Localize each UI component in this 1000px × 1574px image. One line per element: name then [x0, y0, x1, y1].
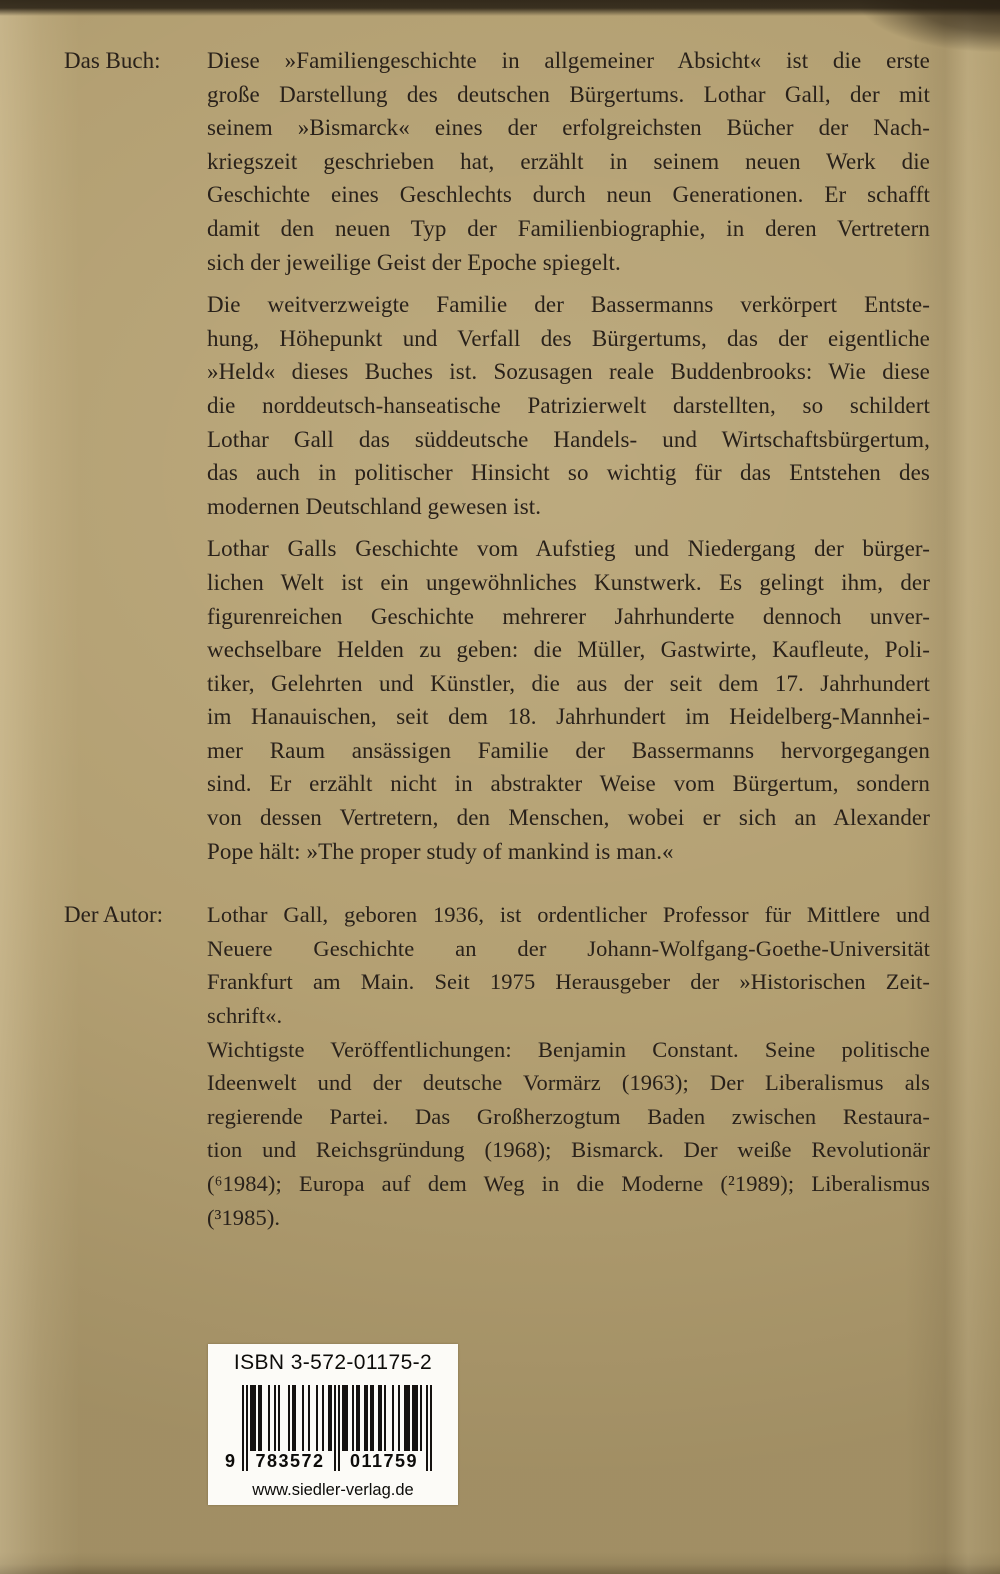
text-line: tiker, Gelehrten und Künstler, die aus der seit dem 17. Jahrhundert — [207, 670, 930, 696]
ean-digits-group1: 783572 — [255, 1451, 325, 1471]
barcode-bar — [268, 1385, 270, 1451]
barcode-bar — [408, 1385, 410, 1451]
text-line: sich der jeweilige Geist der Epoche spiegelt. — [207, 249, 621, 275]
barcode-bar — [274, 1385, 276, 1451]
barcode-bar — [416, 1385, 418, 1451]
barcode-bar — [278, 1385, 280, 1451]
barcode-bar — [246, 1385, 248, 1471]
section-label-der-autor: Der Autor: — [64, 902, 164, 928]
ean-digits-group2: 011759 — [349, 1451, 419, 1471]
text-line: seinem »Bismarck« eines der erfolgreichsten Bücher der Nach- — [207, 115, 930, 141]
isbn-barcode-label — [208, 1344, 458, 1505]
barcode-bar — [254, 1385, 256, 1451]
text-line: sind. Er erzählt nicht in abstrakter Weise vom Bürgertum, sondern — [207, 771, 930, 797]
text-line: mer Raum ansässigen Familie der Bassermanns hervorgegangen — [207, 737, 930, 763]
barcode-bar — [398, 1385, 400, 1451]
text-line: große Darstellung des deutschen Bürgertums. Lothar Gall, der mit — [207, 81, 930, 107]
paragraph — [207, 288, 930, 523]
text-line: von dessen Vertretern, den Menschen, wobei er sich an Alexander — [207, 805, 930, 831]
text-line: Die weitverzweigte Familie der Bassermanns verkörpert Entste- — [207, 292, 930, 318]
text-line: Wichtigste Veröffentlichungen: Benjamin Constant. Seine politische — [207, 1036, 930, 1062]
section-content-der-autor — [207, 898, 930, 1234]
text-line: Lothar Gall das süddeutsche Handels- und Wirtschaftsbürgertum, — [207, 426, 930, 452]
barcode-bar — [372, 1385, 374, 1451]
text-line: Lothar Galls Geschichte vom Aufstieg und Niedergang der bürger- — [207, 536, 930, 562]
paragraph — [207, 1033, 930, 1235]
text-line: Geschichte eines Geschlechts durch neun Generationen. Er schafft — [207, 182, 930, 208]
text-line: Pope hält: »The proper study of mankind is man.« — [207, 838, 674, 864]
text-line: das auch in politischer Hinsicht so wichtig für das Entstehen des — [207, 460, 930, 486]
barcode-bar — [308, 1385, 310, 1451]
barcode-bar — [380, 1385, 382, 1451]
paragraph — [207, 898, 930, 1032]
text-line: hung, Höhepunkt und Verfall des Bürgertums, das der eigentliche — [207, 325, 930, 351]
barcode-bar — [316, 1385, 318, 1451]
text-line: kriegszeit geschrieben hat, erzählt in seinem neuen Werk die — [207, 148, 930, 174]
section-label-das-buch: Das Buch: — [64, 48, 161, 73]
text-line: Neuere Geschichte an der Johann-Wolfgang-Goethe-Universität — [207, 935, 930, 961]
section-das-buch — [0, 44, 1000, 868]
barcode-bar — [330, 1385, 332, 1451]
barcode-bar — [334, 1385, 336, 1471]
barcode-bar — [426, 1385, 428, 1471]
publisher-website: www.siedler-verlag.de — [252, 1481, 414, 1499]
text-line: tion und Reichsgründung (1968); Bismarck. Der weiße Revolutionär — [207, 1137, 930, 1163]
text-line: Diese »Familiengeschichte in allgemeiner Absicht« ist die erste — [207, 48, 930, 73]
text-line: damit den neuen Typ der Familienbiographie, in deren Vertretern — [207, 215, 930, 241]
ean13-barcode — [225, 1385, 432, 1471]
text-line: die norddeutsch-hanseatische Patrizierwelt darstellten, so schildert — [207, 392, 930, 418]
text-line: Frankfurt am Main. Seit 1975 Herausgeber der »Historischen Zeit- — [207, 969, 930, 995]
barcode-bar — [392, 1385, 394, 1451]
paragraph — [207, 532, 930, 868]
section-content-das-buch — [207, 44, 930, 868]
section-der-autor — [0, 898, 1000, 1234]
text-line: modernen Deutschland gewesen ist. — [207, 493, 542, 519]
text-line: regierende Partei. Das Großherzogtum Baden zwischen Restaura- — [207, 1103, 930, 1129]
barcode-bar — [260, 1385, 262, 1451]
text-line: »Held« dieses Buches ist. Sozusagen reale Buddenbrooks: Wie diese — [207, 359, 930, 385]
text-line: Lothar Gall, geboren 1936, ist ordentlicher Professor für Mittlere und — [207, 902, 930, 928]
text-line: schrift«. — [207, 1003, 283, 1029]
text-line: (⁶1984); Europa auf dem Weg in die Moderne (²1989); Liberalismus — [207, 1171, 930, 1196]
barcode-bar — [346, 1385, 348, 1451]
barcode-bar — [288, 1385, 290, 1451]
isbn-number: ISBN 3-572-01175-2 — [233, 1351, 433, 1374]
barcode-bar — [294, 1385, 296, 1451]
ean-digit-first: 9 — [225, 1451, 236, 1471]
barcode-bar — [420, 1385, 422, 1451]
barcode-bar — [322, 1385, 324, 1451]
text-line: lichen Welt ist ein ungewöhnliches Kunstwerk. Es gelingt ihm, der — [207, 569, 930, 595]
text-line: wechselbare Helden zu geben: die Müller, Gastwirte, Kaufleute, Poli- — [207, 637, 930, 663]
text-line: Ideenwelt und der deutsche Vormärz (1963); Der Liberalismus als — [207, 1070, 930, 1096]
barcode-bar — [242, 1385, 244, 1471]
paragraph — [207, 44, 930, 279]
barcode-bar — [358, 1385, 360, 1451]
text-line: (³1985). — [207, 1204, 281, 1230]
barcode-bar — [430, 1385, 432, 1471]
barcode-bar — [338, 1385, 340, 1471]
text-line: figurenreichen Geschichte mehrerer Jahrhunderte dennoch unver- — [207, 603, 930, 629]
barcode-bar — [302, 1385, 304, 1451]
barcode-bar — [384, 1385, 386, 1451]
barcode-bar — [366, 1385, 368, 1451]
barcode-bar — [352, 1385, 354, 1451]
text-line: im Hanauischen, seit dem 18. Jahrhundert im Heidelberg-Mannhei- — [207, 704, 930, 730]
